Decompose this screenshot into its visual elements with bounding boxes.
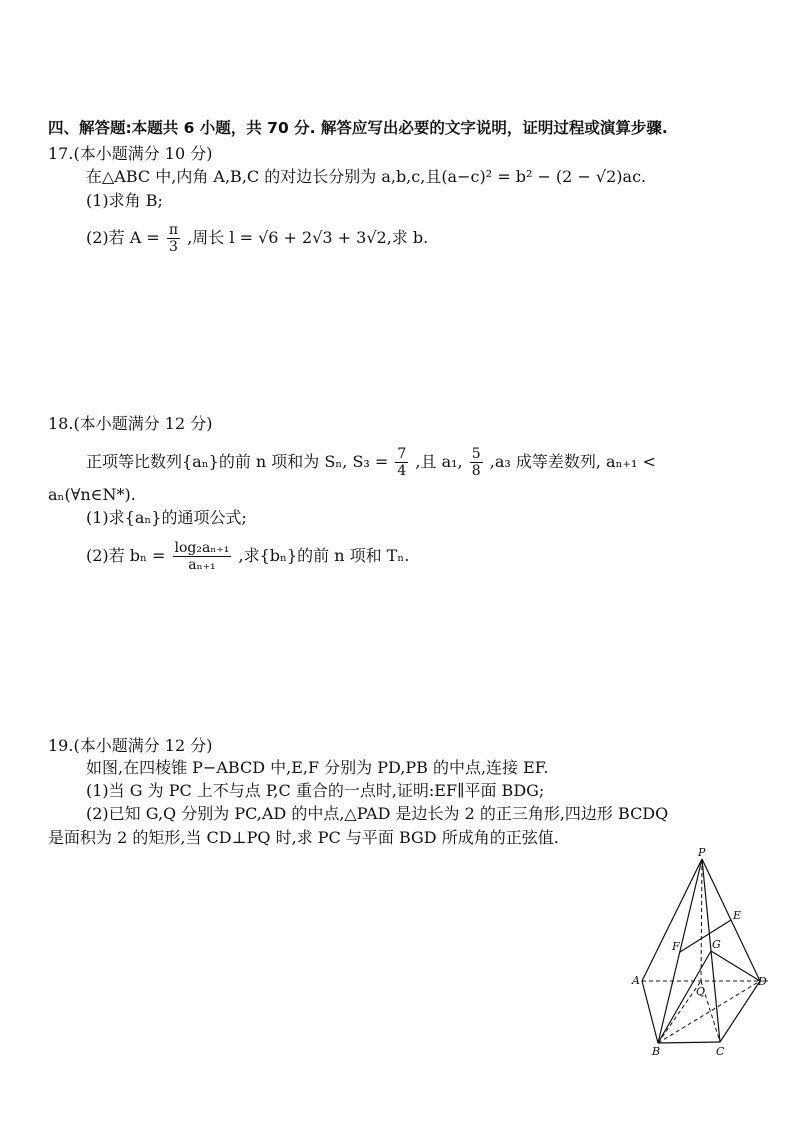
label-C: C	[716, 1045, 725, 1058]
q18-part2	[86, 540, 409, 573]
q18-header: 18.(本小题满分 12 分)	[48, 414, 213, 433]
q18-part2-suffix: ,求{bₙ}的前 n 项和 Tₙ.	[238, 546, 410, 565]
segment-BQ-hidden	[658, 981, 701, 1043]
q17-fraction	[167, 222, 180, 255]
edge-BC	[658, 1042, 720, 1043]
q19-part2-a: (2)已知 G,Q 分别为 PC,AD 的中点,△PAD 是边长为 2 的正三角形,四边形 BCDQ	[86, 804, 669, 823]
q18-part2-fraction	[173, 540, 232, 573]
q17-part2-prefix: (2)若 A =	[86, 228, 160, 247]
label-F: F	[672, 940, 680, 953]
q19-part2-b: 是面积为 2 的矩形,当 CD⊥PQ 时,求 PC 与平面 BGD 所成角的正弦值.	[48, 828, 559, 847]
q17-header: 17.(本小题满分 10 分)	[48, 144, 213, 163]
label-Q: Q	[696, 985, 706, 998]
q19-part1: (1)当 G 为 PC 上不与点 P,C 重合的一点时,证明:EF∥平面 BDG;	[86, 781, 545, 800]
q18-part2-frac-den: aₙ₊₁	[188, 557, 216, 573]
q19-header: 19.(本小题满分 12 分)	[48, 736, 213, 755]
q18-part2-frac-num: log₂aₙ₊₁	[174, 540, 230, 556]
q18-frac1-num: 7	[397, 446, 407, 462]
label-G: G	[712, 938, 721, 951]
q17-stem: 在△ABC 中,内角 A,B,C 的对边长分别为 a,b,c,且(a−c)² = b² − (2 − √2)ac.	[86, 167, 647, 186]
edge-PA	[642, 859, 702, 981]
q17-part2	[86, 222, 428, 255]
label-B: B	[652, 1045, 661, 1058]
q18-stem-c: ,a₃ 成等差数列, aₙ₊₁ <	[489, 452, 656, 471]
label-D: D	[758, 975, 767, 988]
q18-frac1-den: 4	[397, 463, 407, 479]
edge-PB	[658, 859, 702, 1043]
edge-AB	[642, 981, 658, 1043]
segment-BD-hidden	[658, 981, 760, 1043]
edge-CD	[720, 981, 760, 1042]
label-E: E	[733, 909, 742, 922]
q17-part2-suffix: ,周长 l = √6 + 2√3 + 3√2,求 b.	[187, 228, 429, 247]
q18-part1: (1)求{aₙ}的通项公式;	[86, 508, 247, 527]
q19-stem: 如图,在四棱锥 P−ABCD 中,E,F 分别为 PD,PB 的中点,连接 EF.	[86, 758, 549, 777]
segment-PQ-hidden	[701, 859, 702, 981]
pyramid-figure	[630, 845, 770, 1060]
q18-stem-a: 正项等比数列{aₙ}的前 n 项和为 Sₙ, S₃ =	[86, 452, 389, 471]
label-A: A	[632, 974, 640, 987]
q17-frac-den: 3	[169, 239, 178, 255]
q17-frac-num: π	[168, 222, 179, 238]
segment-EF	[680, 920, 731, 952]
q18-stem-d: aₙ(∀n∈N*).	[48, 485, 136, 504]
q18-frac1	[395, 446, 408, 479]
q18-stem	[86, 446, 656, 479]
q18-frac2-num: 5	[471, 446, 481, 462]
label-P: P	[698, 846, 706, 859]
q17-part1: (1)求角 B;	[86, 191, 163, 210]
q18-part2-prefix: (2)若 bₙ =	[86, 546, 166, 565]
q18-frac2	[470, 446, 483, 479]
q18-frac2-den: 8	[471, 463, 481, 479]
section-title: 四、解答题:本题共 6 小题，共 70 分. 解答应写出必要的文字说明，证明过程或演算步骤.	[48, 119, 668, 137]
q18-stem-b: ,且 a₁,	[415, 452, 463, 471]
